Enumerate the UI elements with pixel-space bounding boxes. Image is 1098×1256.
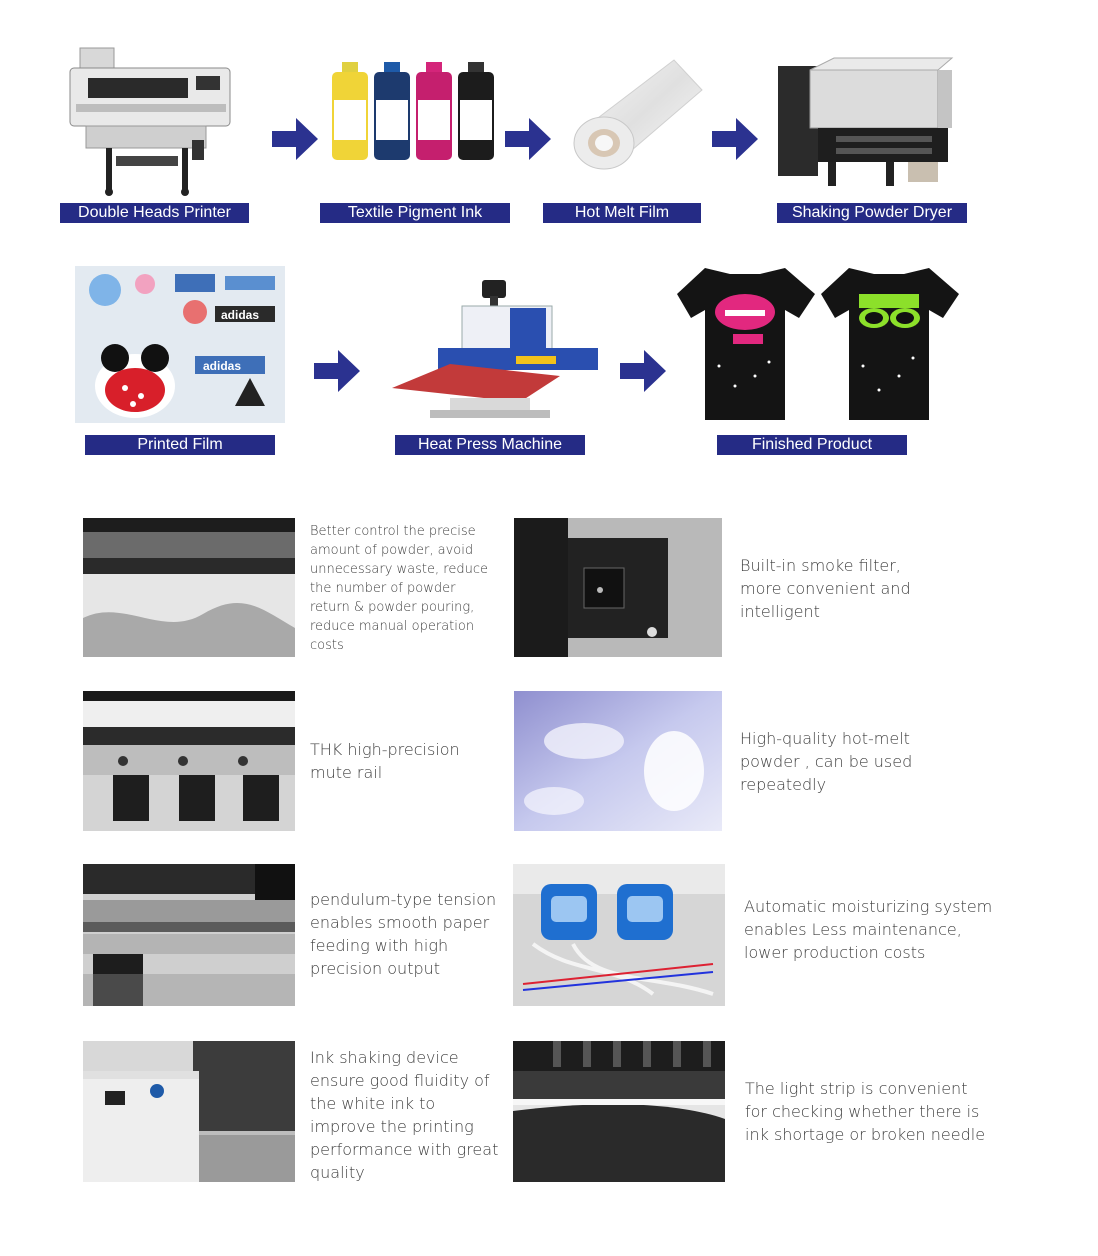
feature-text-ink-shaking: Ink shaking device ensure good fluidity of the white ink to improve the printing performance with great quality	[310, 1048, 499, 1182]
feature-text-tension: pendulum-type tension enables smooth paper feeding with high precision output	[310, 890, 497, 978]
feature-text-hot-melt-powder: High-quality hot-melt powder , can be used repeatedly	[740, 729, 913, 794]
step-label-printed-film: Printed Film	[85, 435, 275, 455]
light-strip-photo	[513, 1041, 725, 1182]
film-roll-image	[566, 54, 708, 170]
step-label-double-heads-printer: Double Heads Printer	[60, 203, 249, 223]
ink-shaking-photo	[83, 1041, 295, 1182]
step-label-heat-press-machine: Heat Press Machine	[395, 435, 585, 455]
powder-tray-photo	[83, 518, 295, 657]
feature-text-powder-control: Better control the precise amount of powder, avoid unnecessary waste, reduce the number of powder return & powder pouring, reduce manual operation costs	[310, 524, 488, 653]
step-label-textile-pigment-ink: Textile Pigment Ink	[320, 203, 510, 223]
mute-rail-photo	[83, 691, 295, 831]
arrow-right-icon	[620, 350, 666, 392]
tension-roller-photo	[83, 864, 295, 1006]
step-label-shaking-powder-dryer: Shaking Powder Dryer	[777, 203, 967, 223]
feature-text-moisturizing: Automatic moisturizing system enables Less maintenance, lower production costs	[744, 897, 993, 962]
arrow-right-icon	[314, 350, 360, 392]
moisturizing-pump-photo	[513, 864, 725, 1006]
arrow-right-icon	[505, 118, 551, 160]
step-label-hot-melt-film: Hot Melt Film	[543, 203, 701, 223]
arrow-right-icon	[272, 118, 318, 160]
tshirts-image	[675, 266, 963, 423]
powder-dryer-image	[776, 56, 956, 192]
smoke-filter-photo	[514, 518, 722, 657]
svg-text:adidas: adidas	[203, 359, 242, 373]
hot-melt-powder-photo	[514, 691, 722, 831]
step-label-finished-product: Finished Product	[717, 435, 907, 455]
ink-bottles-image	[330, 60, 500, 164]
arrow-right-icon	[712, 118, 758, 160]
feature-text-smoke-filter: Built-in smoke filter, more convenient and intelligent	[740, 556, 911, 621]
heat-press-image	[390, 278, 600, 422]
printer-image	[66, 44, 236, 198]
svg-text:adidas: adidas	[221, 308, 260, 322]
feature-text-light-strip: The light strip is convenient for checking whether there is ink shortage or broken needle	[745, 1079, 986, 1144]
feature-text-mute-rail: THK high-precision mute rail	[310, 740, 460, 782]
printed-film-image	[75, 266, 285, 423]
